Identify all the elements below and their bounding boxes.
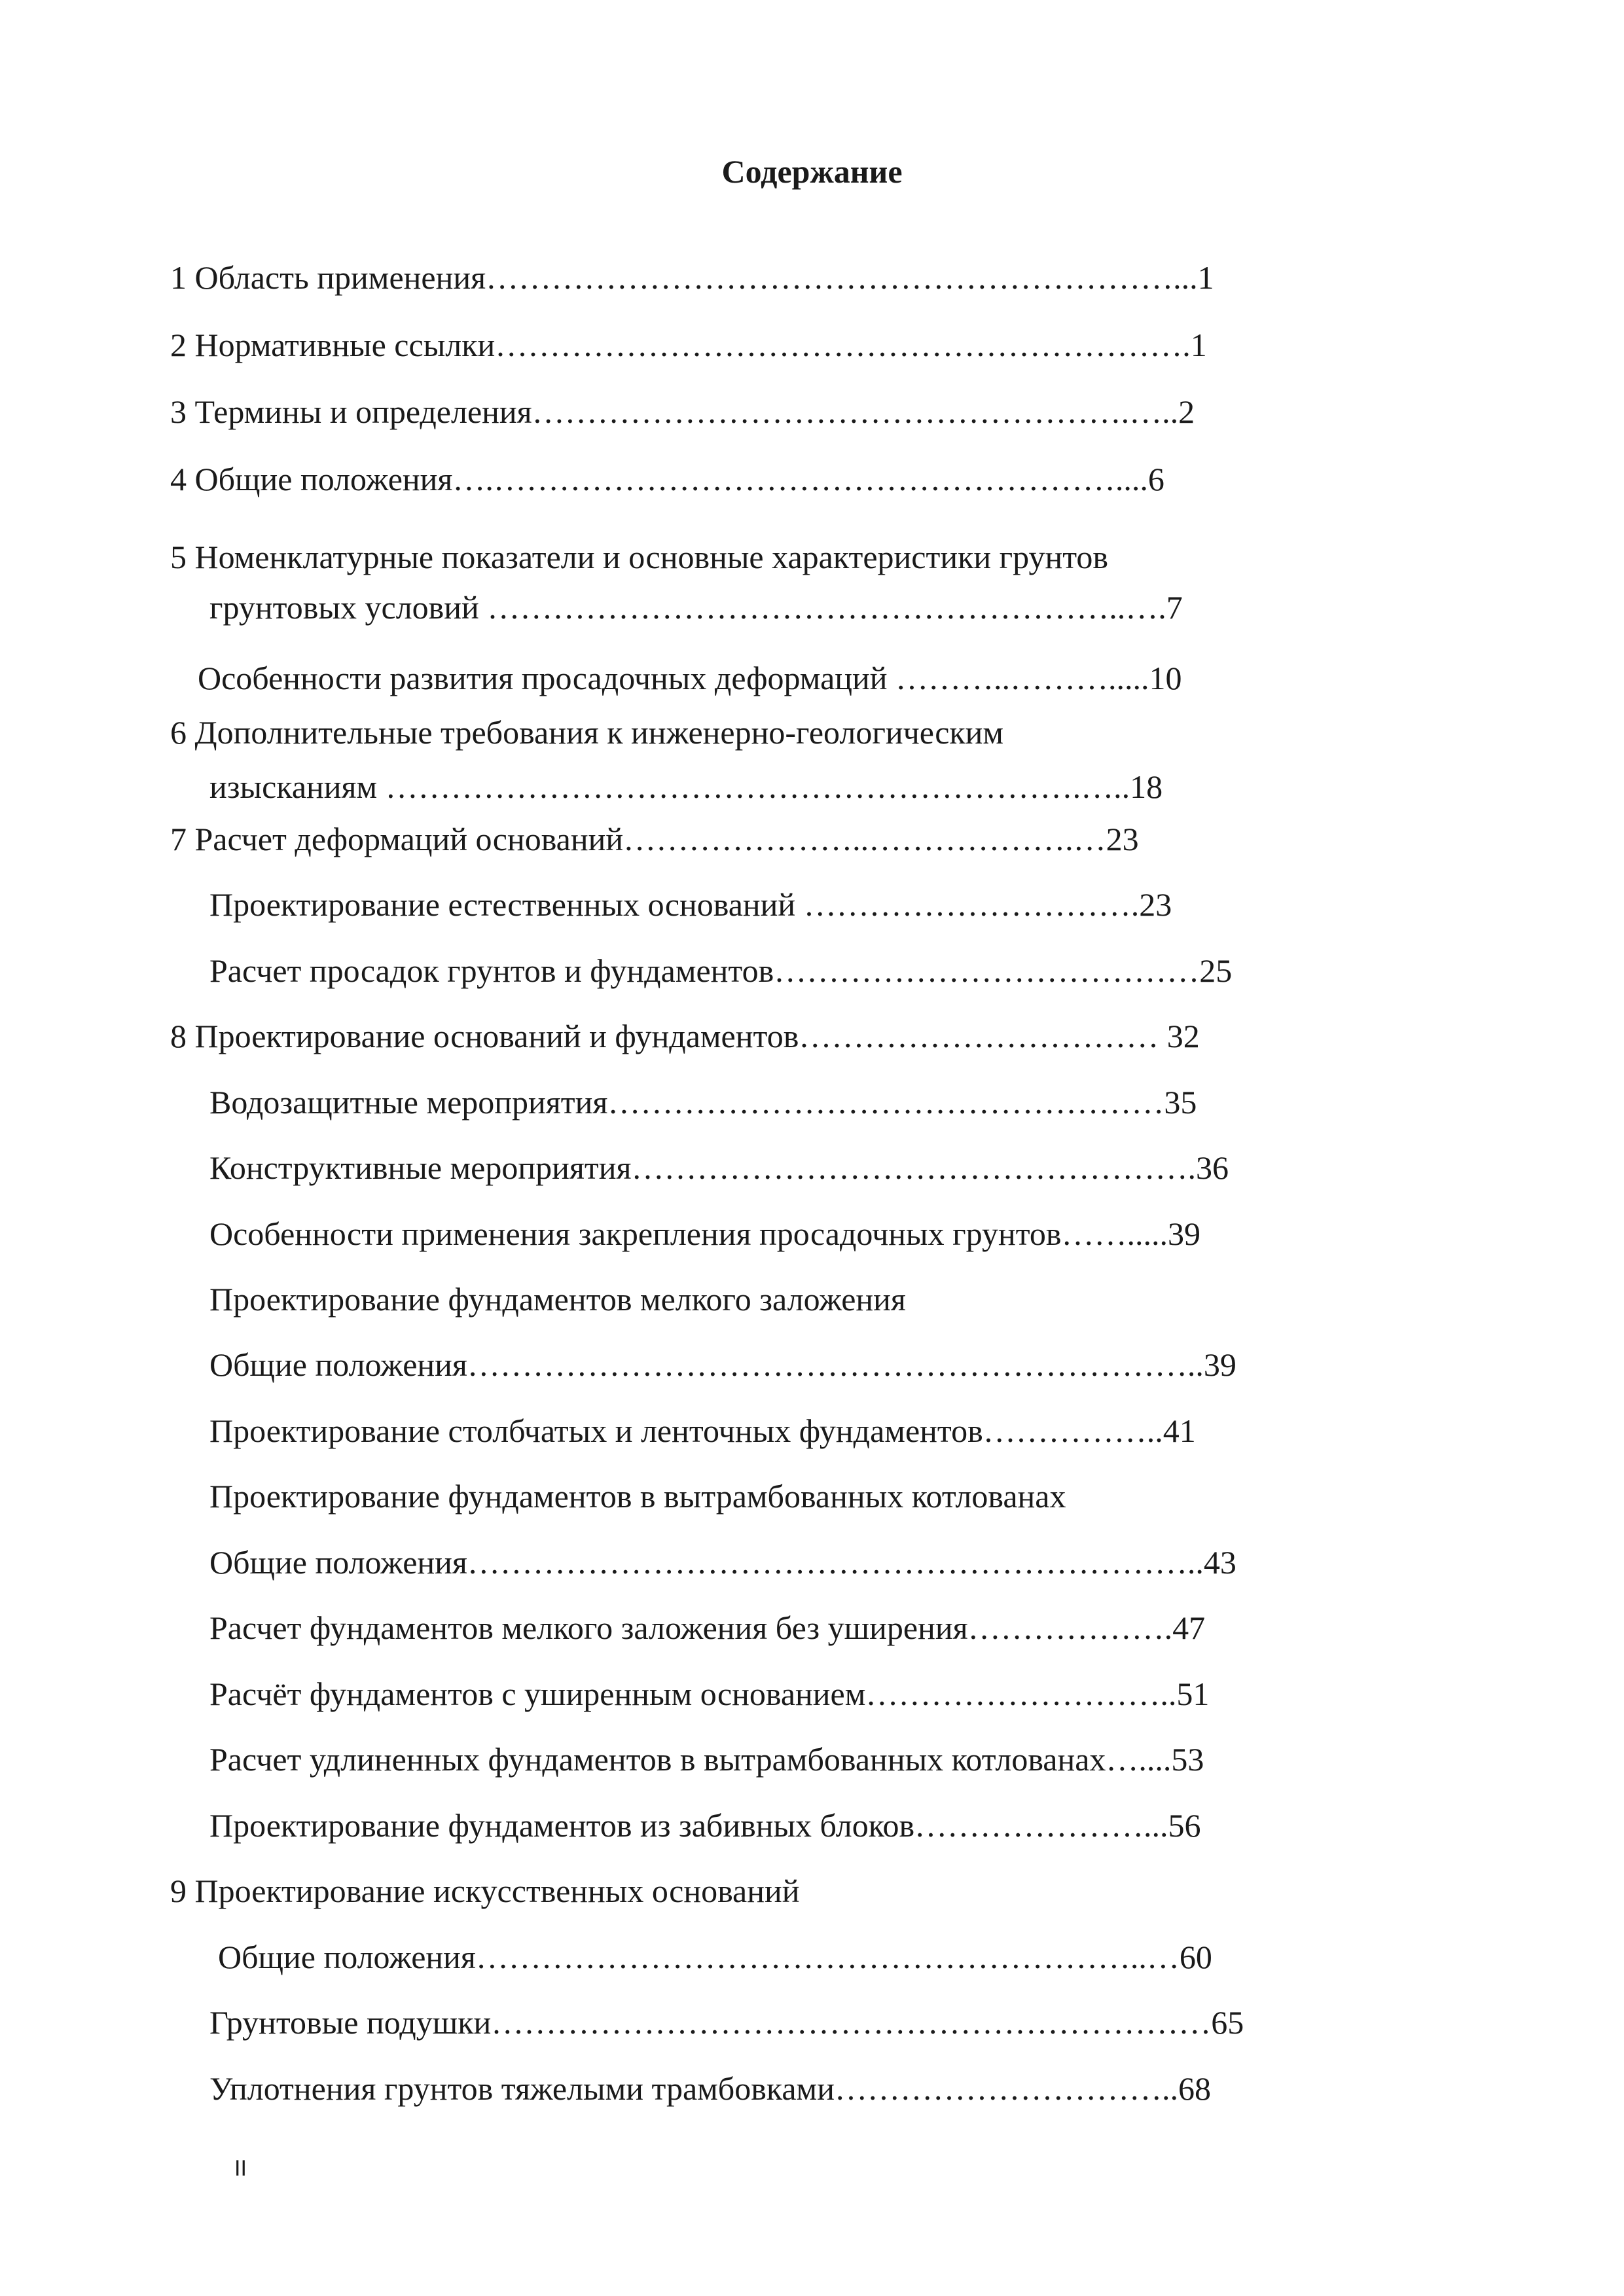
page-number: II bbox=[234, 2156, 247, 2181]
toc-entry-7-1: Проектирование естественных оснований ………………………….23 bbox=[209, 886, 1172, 923]
toc-entry-8-5-2: Расчет фундаментов мелкого заложения без уширения……………….47 bbox=[209, 1609, 1206, 1646]
toc-entry-5-cont: грунтовых условий …………………………………………………..….7 bbox=[209, 589, 1183, 626]
toc-entry-6-cont: изысканиям ……………………………………………………….…..18 bbox=[209, 768, 1163, 805]
toc-entry-8-4-2: Проектирование столбчатых и ленточных фундаментов……………..41 bbox=[209, 1412, 1196, 1449]
toc-entry-8-4: Проектирование фундаментов мелкого заложения bbox=[209, 1281, 906, 1318]
toc-entry-7-2: Расчет просадок грунтов и фундаментов…………………………………25 bbox=[209, 952, 1233, 989]
toc-entry-9-2: Грунтовые подушки…………………………………………………………65 bbox=[209, 2004, 1244, 2041]
toc-entry-8-5-1: Общие положения…………………………………………………………..43 bbox=[209, 1544, 1236, 1581]
toc-entry-8-3: Особенности применения закрепления просадочных грунтов…….....39 bbox=[209, 1215, 1201, 1252]
toc-entry-1: 1 Область применения………………………………………………………...1 bbox=[170, 259, 1214, 296]
toc-entry-2: 2 Нормативные ссылки……………………………………………………….1 bbox=[170, 327, 1207, 363]
toc-entry-5-sub: Особенности развития просадочных деформаций ………..……….....10 bbox=[198, 660, 1182, 696]
toc-entry-9-1: Общие положения……………………………………………………..…60 bbox=[218, 1939, 1212, 1975]
toc-entry-9: 9 Проектирование искусственных оснований bbox=[170, 1873, 800, 1909]
toc-entry-5: 5 Номенклатурные показатели и основные характеристики грунтов bbox=[170, 539, 1109, 575]
toc-entry-8-6: Проектирование фундаментов из забивных блоков…………………...56 bbox=[209, 1807, 1201, 1844]
toc-entry-8-4-1: Общие положения…………………………………………………………..39 bbox=[209, 1346, 1236, 1383]
toc-entry-4: 4 Общие положения….…………………………………………………....6 bbox=[170, 461, 1164, 497]
page-title: Содержание bbox=[721, 153, 903, 190]
toc-entry-7: 7 Расчет деформаций оснований…………………..……………….…23 bbox=[170, 821, 1139, 857]
toc-entry-8-1: Водозащитные мероприятия……………………………………………35 bbox=[209, 1084, 1197, 1121]
toc-entry-8-5-3: Расчёт фундаментов с уширенным основанием………………………..51 bbox=[209, 1676, 1210, 1712]
toc-entry-8: 8 Проектирование оснований и фундаментов…………………………… 32 bbox=[170, 1018, 1200, 1054]
toc-entry-3: 3 Термины и определения……………………………………………….…..2 bbox=[170, 393, 1195, 430]
toc-entry-8-2: Конструктивные мероприятия…………………………………………….36 bbox=[209, 1149, 1229, 1186]
toc-entry-6: 6 Дополнительные требования к инженерно-геологическим bbox=[170, 714, 1004, 751]
toc-entry-8-5: Проектирование фундаментов в вытрамбованных котлованах bbox=[209, 1478, 1066, 1515]
toc-entry-9-3: Уплотнения грунтов тяжелыми трамбовками…………………………..68 bbox=[209, 2070, 1211, 2107]
toc-entry-8-5-4: Расчет удлиненных фундаментов в вытрамбованных котлованах…....53 bbox=[209, 1741, 1204, 1778]
